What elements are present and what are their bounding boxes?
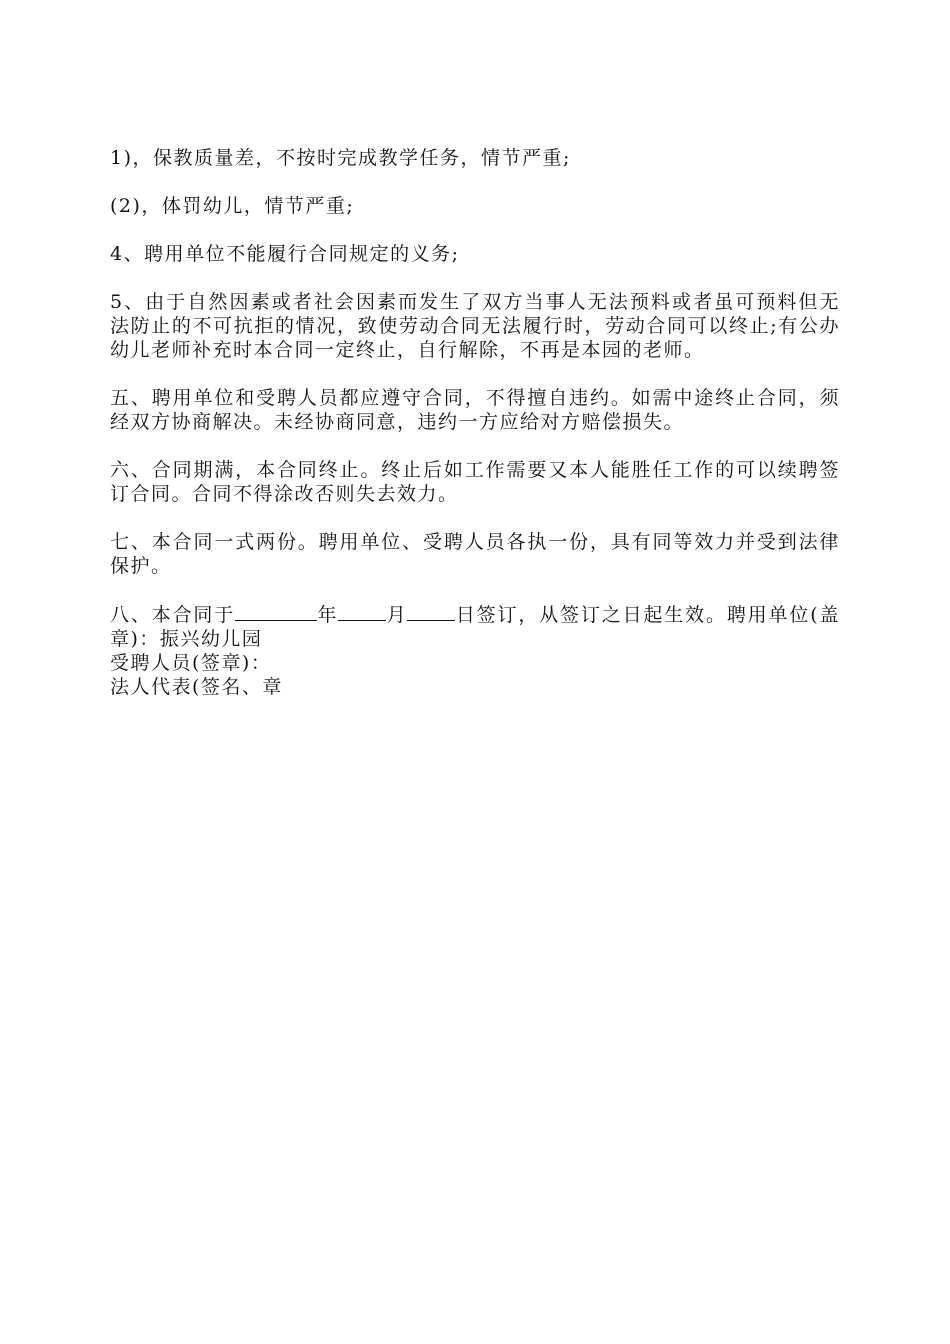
day-blank xyxy=(407,602,455,621)
year-blank xyxy=(235,602,317,621)
employee-signature-line: 受聘人员(签章)： xyxy=(110,652,272,674)
clause-item-1: 1)，保教质量差，不按时完成教学任务，情节严重; xyxy=(110,147,571,169)
month-blank xyxy=(338,602,386,621)
section-8-prefix: 八、本合同于 xyxy=(110,604,236,626)
year-label: 年 xyxy=(317,604,339,626)
section-6: 六、合同期满，本合同终止。终止后如工作需要又本人能胜任工作的可以续聘签订合同。合同不得涂改否则失去效力。 xyxy=(110,459,840,505)
section-5: 五、聘用单位和受聘人员都应遵守合同，不得擅自违约。如需中途终止合同，须经双方协商解决。未经协商同意，违约一方应给对方赔偿损失。 xyxy=(110,387,840,433)
section-8-suffix: 日签订，从签订之日起生效。聘用单位(盖章)：振兴幼儿园 xyxy=(110,604,840,650)
document-page xyxy=(110,146,840,699)
section-8 xyxy=(110,602,840,651)
section-7: 七、本合同一式两份。聘用单位、受聘人员各执一份，具有同等效力并受到法律保护。 xyxy=(110,531,840,577)
clause-4: 4、聘用单位不能履行合同规定的义务; xyxy=(110,243,460,265)
month-label: 月 xyxy=(386,604,408,626)
clause-item-2: (2)，体罚幼儿，情节严重; xyxy=(110,195,355,217)
legal-representative-line: 法人代表(签名、章 xyxy=(110,676,283,698)
clause-5: 5、由于自然因素或者社会因素而发生了双方当事人无法预料或者虽可预料但无法防止的不可抗拒的情况，致使劳动合同无法履行时，劳动合同可以终止;有公办幼儿老师补充时本合同一定终止，自行解除，不再是本园的老师。 xyxy=(110,291,840,361)
